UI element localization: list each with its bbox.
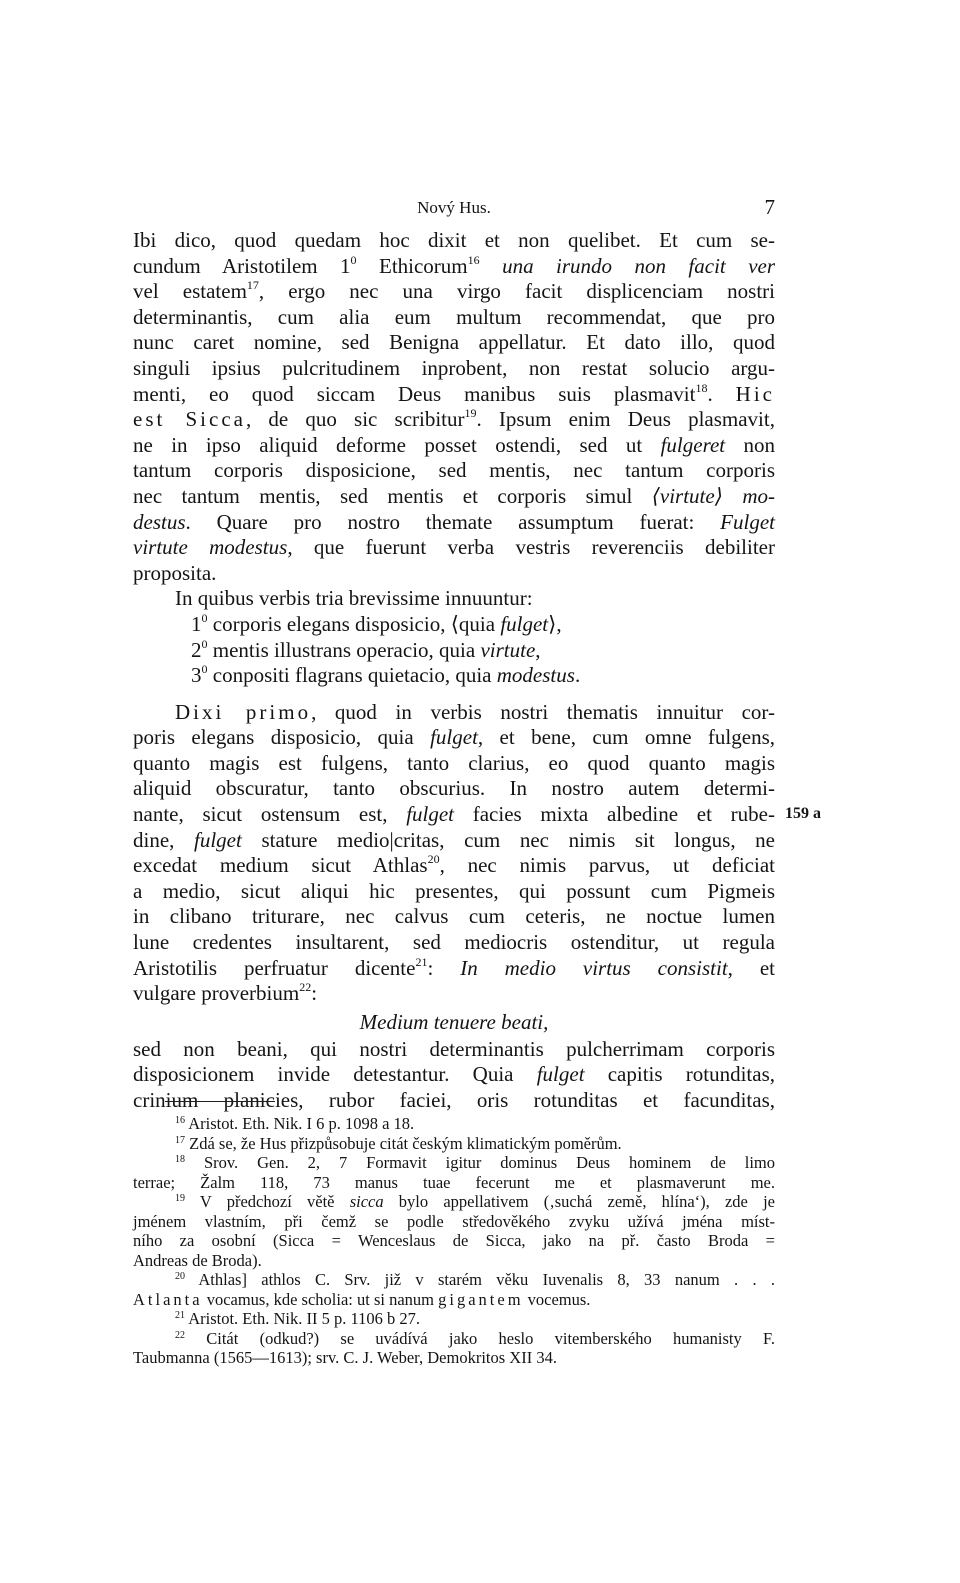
running-header bbox=[133, 195, 775, 222]
text-line: est Sicca, de quo sic scribitur$^{19}$. Ipsum enim Deus plasmavit, bbox=[133, 406, 775, 432]
footnote-line: Taubmanna (1565—1613); srv. C. J. Weber, Demokritos XII 34. bbox=[133, 1348, 557, 1367]
footnote-divider bbox=[165, 1101, 275, 1102]
text-line: proposita. bbox=[133, 560, 217, 585]
footnote-line: terrae; Žalm 118, 73 manus tuae fecerunt me et plasmaverunt me. bbox=[133, 1172, 775, 1192]
text-line: nunc caret nomine, sed Benigna appellatur. Et dato illo, quod bbox=[133, 330, 775, 355]
main-text bbox=[133, 228, 775, 1114]
text-line: nante, sicut ostensum est, fulget facies mixta albedine et rube- bbox=[133, 802, 775, 827]
footnote: $^{20}$ Athlas] athlos C. Srv. již v starém věku Iuvenalis 8, 33 nanum . . . bbox=[175, 1270, 775, 1289]
footnote: $^{22}$ Citát (odkud?) se uvádívá jako heslo vitemberského humanisty F. bbox=[175, 1328, 775, 1348]
footnote: $^{17}$ Zdá se, že Hus přizpůsobuje citát českým klimatickým poměrům. bbox=[175, 1133, 622, 1153]
footnote-line: Atlanta vocamus, kde scholia: ut si nanum gigantem vocemus. bbox=[133, 1289, 591, 1309]
footnote: $^{21}$ Aristot. Eth. Nik. II 5 p. 1106 b 27. bbox=[175, 1309, 420, 1328]
text-line: Aristotilis perfruatur dicente$^{21}$: In medio virtus consistit, et bbox=[133, 954, 776, 980]
footnote: $^{18}$ Srov. Gen. 2, 7 Formavit igitur dominus Deus hominem de limo bbox=[175, 1153, 775, 1172]
footnote-line: jménem vlastním, při čemž se podle středověkého zvyku užívá jména míst- bbox=[133, 1211, 775, 1231]
text-line: dine, fulget stature medio|critas, cum nec nimis sit longus, ne bbox=[133, 827, 775, 852]
footnote-line: ního za osobní (Sicca = Wenceslaus de Sicca, jako na př. často Broda = bbox=[133, 1231, 775, 1250]
text-line: virtute modestus, que fuerunt verba vestris reverenciis debiliter bbox=[133, 535, 775, 560]
quotation: Medium tenuere beati, bbox=[359, 1009, 549, 1034]
text-line: tantum corporis disposicione, sed mentis, nec tantum corporis bbox=[133, 458, 775, 483]
text-line: nec tantum mentis, sed mentis et corporis simul ⟨virtute⟩ mo- bbox=[133, 483, 775, 508]
running-title: Nový Hus. bbox=[417, 198, 491, 217]
text-line: lune credentes insultarent, sed mediocris ostenditur, ut regula bbox=[133, 930, 775, 955]
list-item: $1^0$ corporis elegans disposicio, ⟨quia fulget⟩, bbox=[191, 610, 562, 636]
text-line: cundum Aristotilem $1^0$ Ethicorum$^{16}$ una irundo non facit ver bbox=[133, 252, 776, 278]
list-item: $3^0$ conpositi flagrans quietacio, quia modestus. bbox=[191, 662, 581, 688]
footnote: $^{19}$ V předchozí větě sicca bylo appellativem (‚suchá země, hlína‘), zde je bbox=[175, 1192, 775, 1211]
text-line: aliquid obscuratur, tanto obscurius. In nostro autem determi- bbox=[133, 776, 775, 801]
text-line: determinantis, cum alia eum multum recommendat, que pro bbox=[133, 304, 775, 329]
text-line: excedat medium sicut Athlas$^{20}$, nec nimis parvus, ut deficiat bbox=[133, 852, 775, 878]
text-line: destus. Quare pro nostro themate assumptum fuerat: Fulget bbox=[133, 509, 775, 534]
list-item: $2^0$ mentis illustrans operacio, quia virtute, bbox=[191, 636, 541, 662]
footnote: $^{16}$ Aristot. Eth. Nik. I 6 p. 1098 a 18. bbox=[175, 1114, 415, 1133]
margin-folio-reference: 159 a bbox=[785, 805, 821, 822]
text-line: quanto magis est fulgens, tanto clarius, eo quod quanto magis bbox=[133, 750, 775, 775]
text-line: Dixi primo, quod in verbis nostri thematis innuitur cor- bbox=[175, 699, 775, 724]
footnotes bbox=[133, 1114, 775, 1368]
text-line: sed non beani, qui nostri determinantis pulcherrimam corporis bbox=[133, 1036, 775, 1061]
text-line: in clibano triturare, nec calvus cum ceteris, ne noctue lumen bbox=[133, 904, 775, 929]
text-line: vel estatem$^{17}$, ergo nec una virgo facit displicenciam nostri bbox=[133, 278, 775, 304]
text-line: crinium planicies, rubor faciei, oris rotunditas et facunditas, bbox=[133, 1088, 775, 1112]
text-line: singuli ipsius pulcritudinem inprobent, non restat solucio argu- bbox=[133, 355, 775, 380]
text-line: Ibi dico, quod quedam hoc dixit et non quelibet. Et cum se- bbox=[133, 228, 775, 252]
text-line: In quibus verbis tria brevissime innuuntur: bbox=[175, 586, 533, 611]
text-line: poris elegans disposicio, quia fulget, et bene, cum omne fulgens, bbox=[133, 725, 775, 750]
page-number: 7 bbox=[764, 195, 775, 219]
text-line: disposicionem invide detestantur. Quia fulget capitis rotunditas, bbox=[133, 1062, 776, 1087]
footnote-line: Andreas de Broda). bbox=[133, 1250, 262, 1270]
text-line: vulgare proverbium$^{22}$: bbox=[133, 980, 318, 1006]
text-line: a medio, sicut aliqui hic presentes, qui possunt cum Pigmeis bbox=[133, 878, 775, 903]
text-line: menti, eo quod siccam Deus manibus suis plasmavit$^{18}$. Hic bbox=[133, 380, 775, 406]
text-line: ne in ipso aliquid deforme posset ostendi, sed ut fulgeret non bbox=[133, 432, 775, 457]
